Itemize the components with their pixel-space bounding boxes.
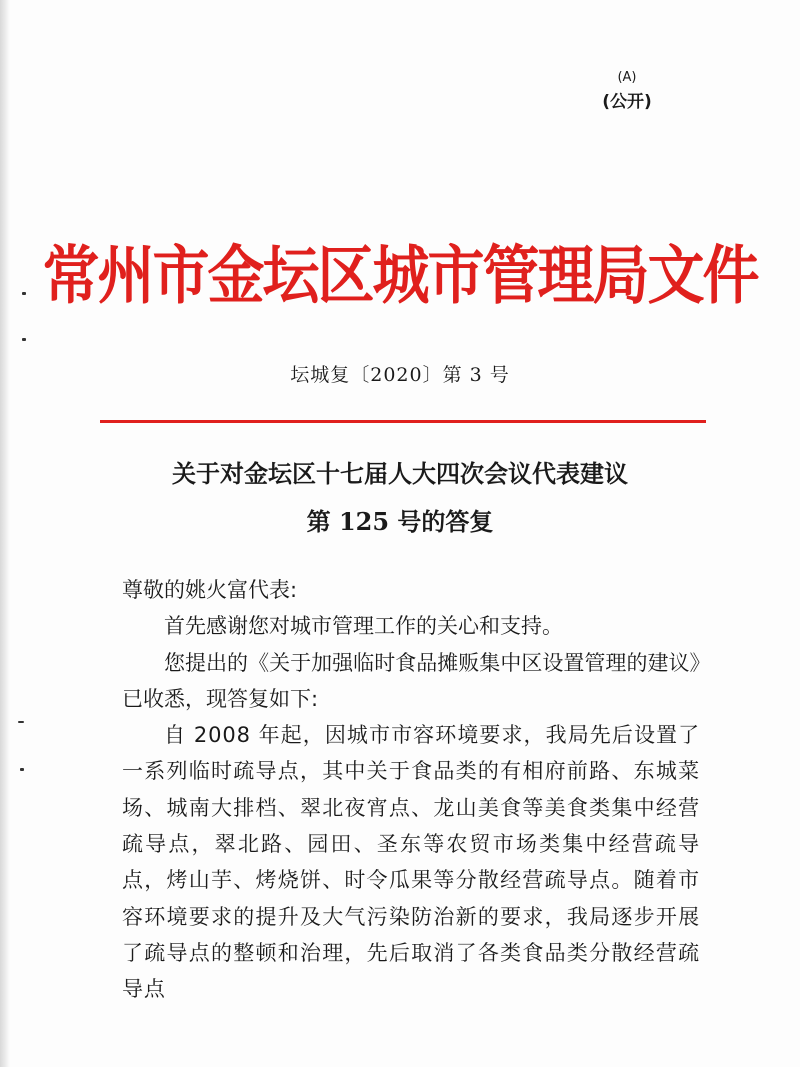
body-paragraph: 您提出的《关于加强临时食品摊贩集中区设置管理的建议》已收悉，现答复如下: [122, 650, 700, 711]
binding-mark [20, 768, 24, 771]
body-paragraph: 首先感谢您对城市管理工作的关心和支持。 [164, 614, 563, 639]
issuer-title: 常州市金坛区城市管理局文件 [42, 237, 758, 313]
security-grade: (A) [617, 70, 637, 85]
disclosure-status: (公开) [602, 92, 652, 112]
salutation: 尊敬的姚火富代表: [122, 578, 298, 602]
classification-block [582, 66, 672, 114]
subject-line-2: 第 125 号的答复 [306, 507, 494, 536]
subject-line-1: 关于对金坛区十七届人大四次会议代表建议 [172, 459, 628, 488]
document-number: 坛城复〔2020〕第 3 号 [290, 364, 510, 386]
red-divider-line [100, 420, 706, 423]
document-subject [0, 450, 800, 546]
body-paragraph: 自 2008 年起，因城市市容环境要求，我局先后设置了一系列临时疏导点，其中关于食品类的有相府前路、东城菜场、城南大排档、翠北夜宵点、龙山美食等美食类集中经营疏导点，翠北路、园田、圣东等农贸市场类集中经营疏导点，烤山芋、烤烧饼、时令瓜果等分散经营疏导点。随着市容环境要求的提升及大气污染防治新的要求，我局逐步开展了疏导点的整顿和治理，先后取消了各类食品类分散经营疏导点 [122, 723, 700, 1002]
binding-mark [22, 338, 26, 341]
document-body [122, 572, 700, 1008]
binding-mark [18, 721, 24, 723]
